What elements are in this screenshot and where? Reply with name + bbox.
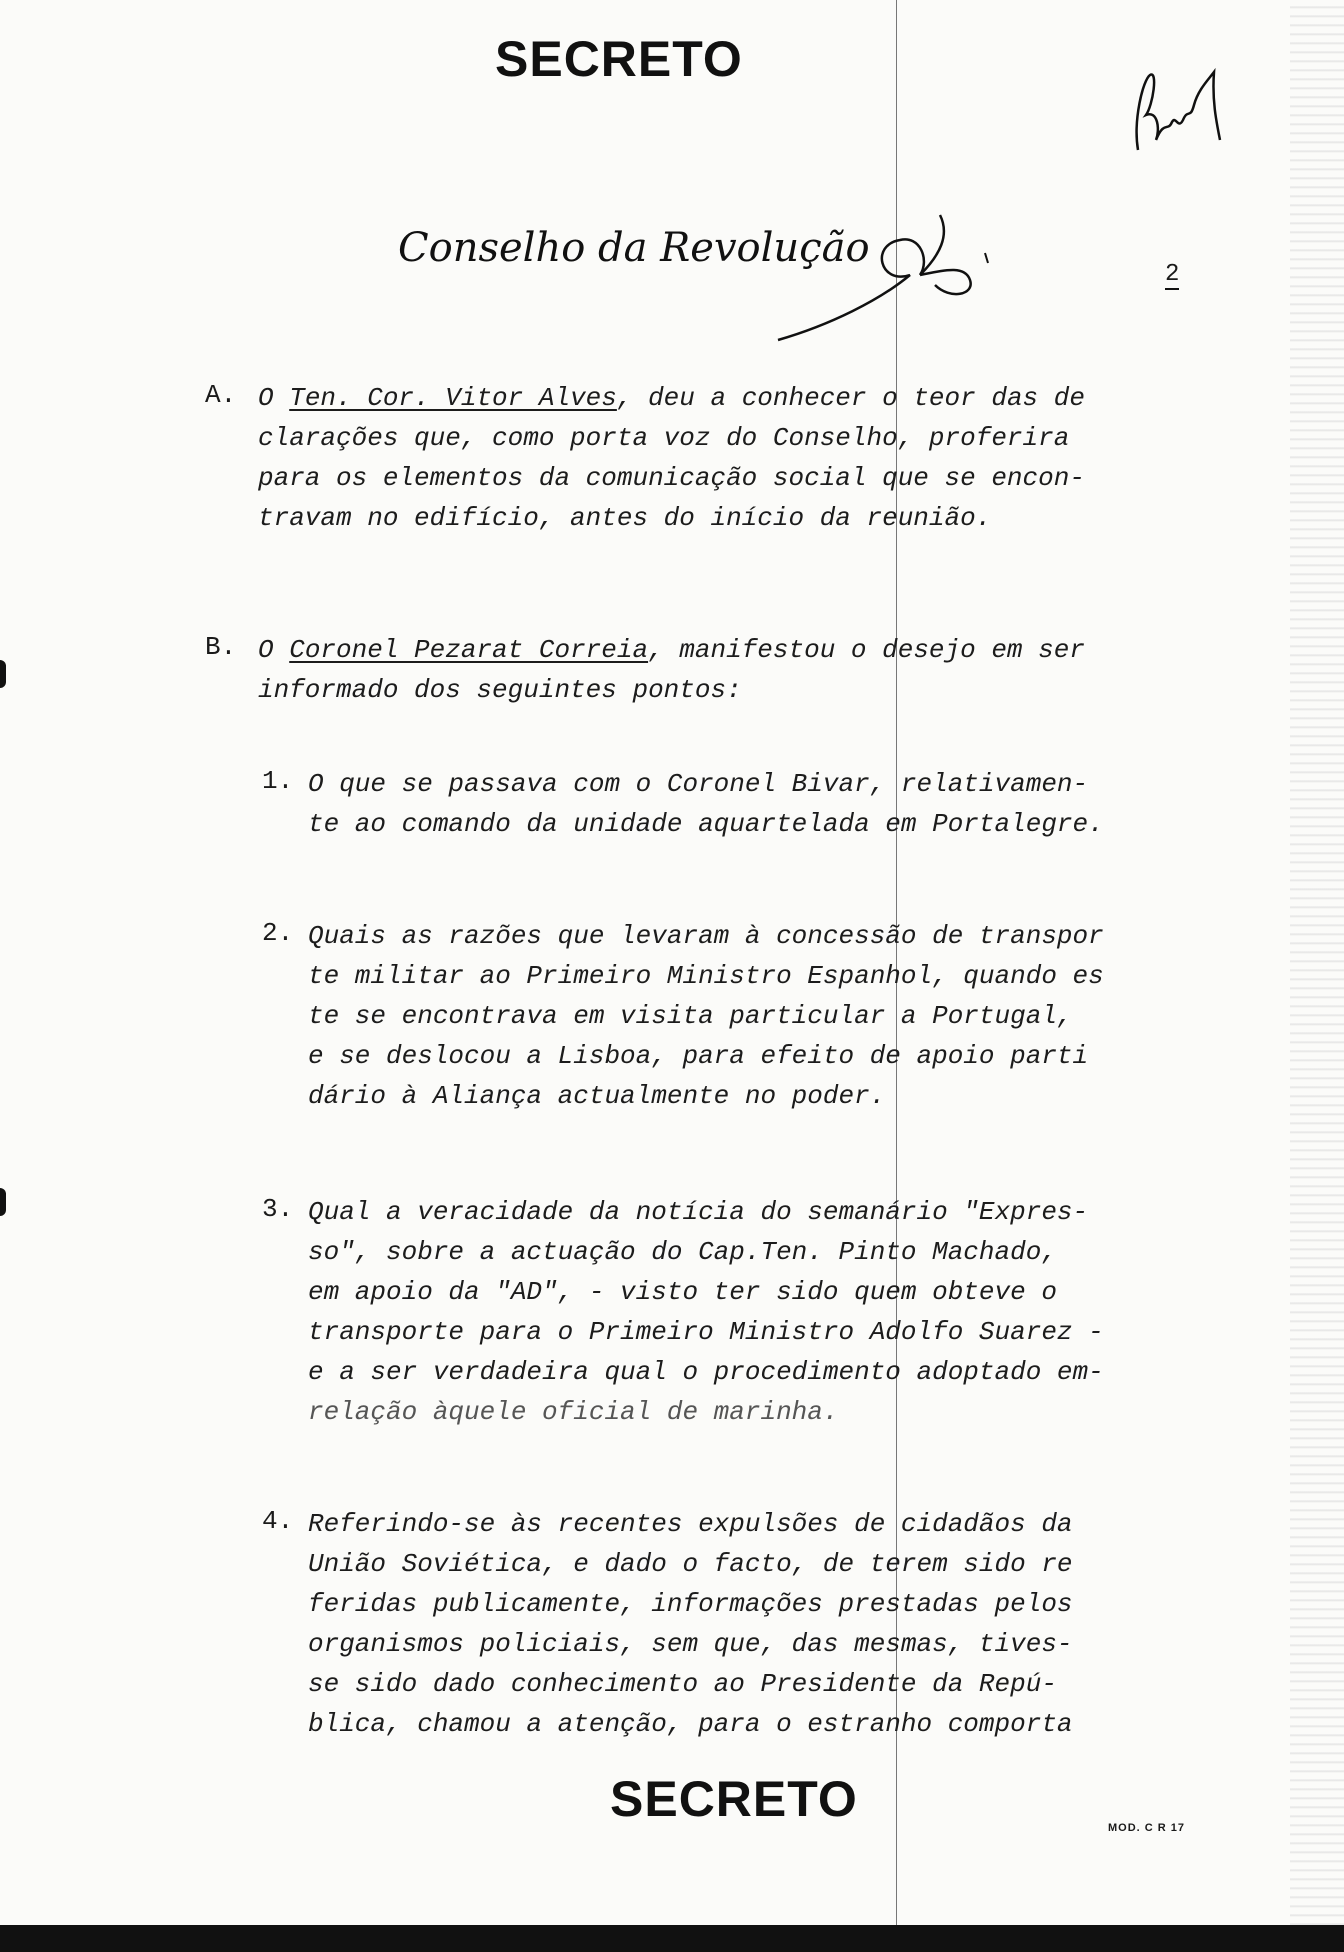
punch-hole-mark [0, 1188, 6, 1216]
point-3-text: Qual a veracidade da notícia do semanário "Expres- so", sobre a actuação do Cap.Ten. Pinto Machado, em apoio da "AD", - visto ter sido quem obteve o transporte para o Primeiro Ministro Adolfo Suarez - e a ser verdadeira qual o procedimento adoptado em- relação àquele oficial de marinha. [308, 1197, 1104, 1427]
item-marker: A. [205, 380, 237, 410]
handwritten-initials [1128, 60, 1228, 170]
scan-bottom-edge [0, 1925, 1344, 1952]
point-marker: 4. [262, 1506, 294, 1536]
point-4-text: Referindo-se às recentes expulsões de cidadãos da União Soviética, e dado o facto, de terem sido re feridas publicamente, informações prestadas pelos organismos policiais, sem que, das mesmas, tives- se sido dado conhecimento ao Presidente da Repú- blica, chamou a atenção, para o estranho comporta [308, 1509, 1073, 1739]
item-b-text: O Coronel Pezarat Correia, manifestou o desejo em ser informado dos seguintes pontos: [258, 635, 1085, 705]
scan-edge-noise [1290, 0, 1344, 1952]
punch-hole-mark [0, 660, 6, 688]
point-marker: 1. [262, 766, 294, 796]
classification-stamp-top: SECRETO [495, 31, 743, 87]
person-name: Coronel Pezarat Correia [289, 635, 649, 665]
person-name: Ten. Cor. Vitor Alves [289, 383, 617, 413]
point-marker: 3. [262, 1194, 294, 1224]
point-marker: 2. [262, 918, 294, 948]
classification-stamp-bottom: SECRETO [610, 1771, 858, 1827]
item-a-text: O Ten. Cor. Vitor Alves, deu a conhecer o teor das de clarações que, como porta voz do Conselho, proferira para os elementos da comunicação social que se encon- travam no edifício, antes do início da reunião. [258, 383, 1085, 533]
point-2-text: Quais as razões que levaram à concessão de transpor te militar ao Primeiro Ministro Espanhol, quando es te se encontrava em visita particular a Portugal, e se deslocou a Lisboa, para efeito de apoio parti dário à Aliança actualmente no poder. [308, 921, 1104, 1111]
item-marker: B. [205, 632, 237, 662]
form-code: MOD. C R 17 [1108, 1822, 1186, 1834]
page-number: 2 [1165, 261, 1180, 288]
point-1-text: O que se passava com o Coronel Bivar, relativamen- te ao comando da unidade aquartelada em Portalegre. [308, 769, 1104, 839]
letterhead-title: Conselho da Revolução [398, 225, 870, 271]
handwritten-signature [770, 205, 990, 345]
